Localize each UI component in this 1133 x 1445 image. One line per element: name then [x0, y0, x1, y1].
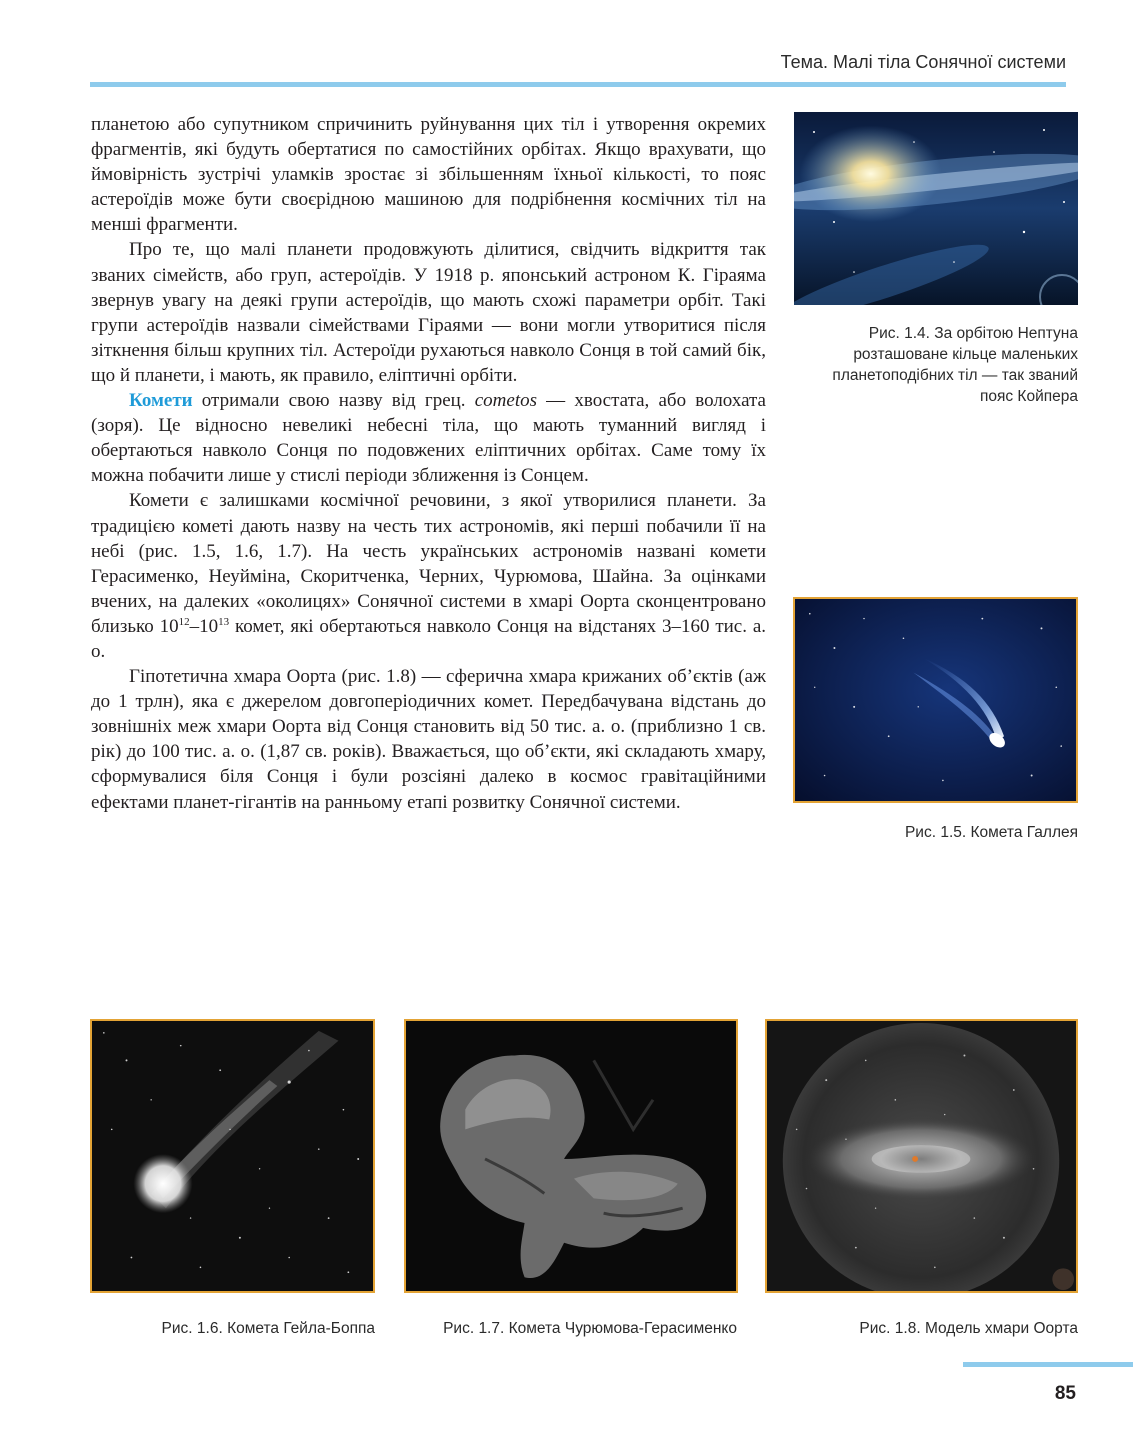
page-number: 85	[1054, 1383, 1076, 1404]
paragraph-3-text-a: отримали свою назву від грец.	[192, 390, 475, 412]
figure-oort-cloud-model-image	[765, 1019, 1078, 1293]
caption-fig-1-4: Рис. 1.4. За орбітою Нептуна розташоване кільце маленьких планетоподібних тіл — так званий пояс Койпера	[832, 325, 1078, 405]
main-text-column	[91, 112, 766, 815]
figure-churyumov-gerasimenko-comet-image	[404, 1019, 738, 1293]
paragraph-4-text-b: комет, які обертаються навколо Сонця на відстанях 3–160 тис. а. о.	[91, 615, 767, 662]
exponent-13: 13	[218, 615, 230, 628]
paragraph-3-text-b: — хвостата, або волохата (зоря). Це відносно невеликі небесні тіла, що мають туманний вигляд і обертаються навколо Сонця по подовжених еліптичних орбітах. Саме тому їх можна побачити лише у стислі періоди зближення із Сонцем.	[91, 390, 766, 487]
paragraph-4-text-a: Комети є залишками космічної речовини, з якої утворилися планети. За традицією кометі дають назву на честь тих астрономів, які перші побачили її на небі (рис. 1.5, 1.6, 1.7). На честь українських астрономів названі комети Герасименко, Неуйміна, Скоритченка, Черних, Чурюмова, Шайна. За оцінками вчених, на далеких «околицях» Сонячної системи в хмарі Оорта сконцентровано близько 10	[91, 490, 766, 637]
range-dash: –10	[189, 615, 219, 637]
caption-fig-1-5: Рис. 1.5. Комета Галлея	[904, 824, 1078, 841]
figure-halley-comet-image	[793, 597, 1078, 803]
paragraph-5: Гіпотетична хмара Оорта (рис. 1.8) — сферична хмара крижаних об’єктів (аж до 1 трлн), яка є джерелом довгоперіодичних комет. Передбачувана відстань до зовнішніх меж хмари Оорта від Сонця становить від 50 тис. а. о. (приблизно 1 св. рік) до 100 тис. а. о. (1,87 св. років). Вважається, що об’єкти, які складають хмару, сформувалися біля Сонця і були розсіяні далеко в космос гравітаційними ефектами планет-гігантів на ранньому етапі розвитку Сонячної системи.	[91, 666, 766, 813]
caption-fig-1-8: Рис. 1.8. Модель хмари Оорта	[859, 1320, 1078, 1337]
header-rule	[90, 82, 1066, 87]
paragraph-2: Про те, що малі планети продовжують ділитися, свідчить відкриття так званих сімейств, або груп, астероїдів. У 1918 р. японський астроном К. Гіраяма звернув увагу на деякі групи астероїдів, що мають схожі параметри орбіт. Такі групи астероїдів назвали сімействами Гіраями — вони могли утворитися після зіткнення більш крупних тіл. Астероїди рухаються навколо Сонця в той самий бік, що й планети, і мають, як правило, еліптичні орбіти.	[91, 239, 766, 386]
footer-rule	[963, 1362, 1133, 1367]
paragraph-1: планетою або супутником спричинить руйнування цих тіл і утворення окремих фрагментів, які будуть обертатися по самостійних орбітах. Якщо врахувати, що ймовірність зустрічі уламків зростає зі збільшенням їхньої кількості, то пояс астероїдів може бути своєрідною машиною для подрібнення космічних тіл на менші фрагменти.	[91, 114, 766, 236]
running-header: Тема. Малі тіла Сонячної системи	[780, 52, 1066, 72]
caption-fig-1-6: Рис. 1.6. Комета Гейла-Боппа	[161, 1320, 375, 1337]
exponent-12: 12	[178, 615, 190, 628]
paragraph-4	[91, 488, 766, 664]
term-comets: Комети	[129, 390, 193, 412]
figure-kuiper-belt-image	[794, 112, 1078, 305]
caption-fig-1-7: Рис. 1.7. Комета Чурюмова-Герасименко	[443, 1320, 737, 1337]
paragraph-3	[91, 388, 766, 488]
figure-hale-bopp-comet-image	[90, 1019, 375, 1293]
term-cometos: cometos	[474, 390, 537, 412]
